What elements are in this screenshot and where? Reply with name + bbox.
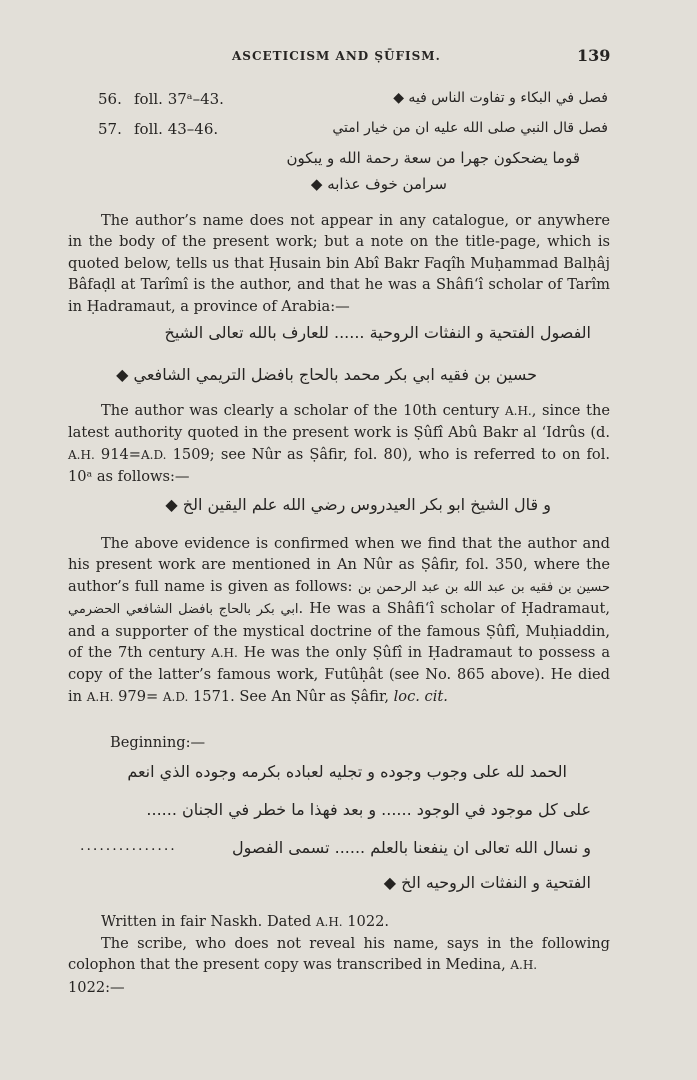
- text-run: Written in fair Naskh. Dated: [101, 913, 312, 930]
- entry-folios: foll. 37ᵃ–43.: [134, 90, 224, 108]
- page-number: 139: [577, 46, 611, 65]
- text-run: . He was a Shâfi‘î scholar of Ḥadramaut, and a supporter of the mystical doctrine of the famous Ṣûfî, Muḥiaddin, of the 7th century: [68, 600, 610, 662]
- era-abbrev: A.H.: [86, 689, 114, 704]
- running-title: ASCETICISM AND ṢŪFISM.: [232, 49, 441, 63]
- page-header: [0, 46, 697, 70]
- beginning-line-3: و نسال الله تعالى ان ينفعنا بالعلم ...... تسمى الفصول: [231, 838, 591, 857]
- era-abbrev: A.H.: [504, 404, 532, 418]
- paragraph-text: The author’s name does not appear in any catalogue, or anywhere in the body of the present work; but a note on the title-page, which is quoted below, tells us that Ḥusain bin Abî Bakr Faqîh Muḥammad Balḥâj Bâfaḍl at Tarîmî is the author, and that he was a Shâfi‘î scholar of Tarîm in Ḥadramaut, a province of Arabia:—: [68, 212, 610, 315]
- arabic-title-line-1: الفصول الفتحية و النفثات الروحية ...... للعارف بالله تعالى الشيخ: [164, 323, 591, 342]
- text-run: 979=: [118, 687, 159, 705]
- entry-number: 56.: [98, 90, 122, 108]
- entry-arabic: فصل قال النبي صلى الله عليه ان من خيار امتي: [332, 120, 608, 136]
- paragraph-text: [68, 933, 610, 998]
- entry-56: [98, 90, 608, 114]
- entry-number: 57.: [98, 120, 122, 138]
- entry-57: [98, 120, 608, 144]
- entry-arabic: فصل في البكاء و تفاوت الناس فيه ◆: [393, 90, 608, 106]
- beginning-line-2: على كل موجود في الوجود ...... و بعد فهذا ما خطر في الجنان ......: [146, 800, 591, 819]
- text-run: The author was clearly a scholar of the 10th century: [101, 402, 500, 419]
- paragraph-author-note: [68, 210, 610, 317]
- paragraph-text: [68, 400, 610, 488]
- paragraph-scribe: [68, 933, 610, 998]
- era-abbrev: A.H.: [315, 915, 343, 929]
- paragraph-written: [68, 911, 610, 933]
- arabic-title-line-2: حسين بن فقيه ابي بكر محمد بالحاج بافضل التريمي الشافعي ◆: [116, 365, 537, 384]
- paragraph-century: [68, 400, 610, 488]
- italic-ref: loc. cit.: [393, 687, 448, 705]
- era-abbrev: A.H.: [510, 958, 538, 973]
- paragraph-evidence: [68, 533, 610, 708]
- era-abbrev: A.D.: [162, 689, 189, 704]
- text-run: 1571. See An Nûr as Ṣâfir,: [193, 687, 389, 705]
- beginning-label: Beginning:—: [110, 734, 206, 751]
- era-abbrev: A.H.: [211, 646, 238, 661]
- text-run: , since the latest authority quoted in the present work is Ṣûfî Abû Bakr al ‘Idrûs (d.: [68, 402, 611, 442]
- era-abbrev: A.D.: [141, 447, 167, 462]
- ellipsis-dots: ...............: [80, 838, 177, 854]
- text-run: 914=: [100, 445, 141, 463]
- entry-57-arabic-line-2: قوما يضحكون جهرا من سعة رحمة الله و يبكون: [286, 149, 580, 167]
- arabic-inline: عبد الله بن عبد الرحمن بن ابي بكر بالحاج بافضل الشافعي الحضرمي: [68, 579, 506, 618]
- text-run: 1022:—: [68, 978, 125, 996]
- paragraph-text: [68, 533, 610, 708]
- text-run: The above evidence is confirmed when we find that the author and his present work are mentioned in An Nûr as Ṣâfir, fol. 350, where the author’s full name is given as follows:: [68, 535, 610, 595]
- arabic-quote: و قال الشيخ ابو بكر العيدروس رضي الله علم اليقين الخ ◆: [165, 495, 551, 514]
- text-run: 1509; see Nûr as Ṣâfir, fol. 80), who is referred to on fol. 10ᵃ as follows:—: [68, 445, 611, 486]
- entry-57-arabic-line-3: سرامن خوف عذابه ◆: [310, 175, 447, 193]
- beginning-line-4: الفتحية و النفثات الروحيه الخ ◆: [383, 873, 591, 892]
- arabic-inline: حسين بن فقيه بن: [511, 579, 611, 595]
- beginning-line-1: الحمد لله على وجوب وجوده و تجليه لعباده بكرمه وجوده الذي انعم: [127, 762, 567, 781]
- era-abbrev: A.H.: [68, 447, 95, 462]
- paragraph-text: [68, 911, 610, 933]
- entry-folios: foll. 43–46.: [134, 120, 219, 138]
- text-run: 1022.: [347, 913, 390, 930]
- text-run: The scribe, who does not reveal his name, says in the following colophon that the present copy was transcribed in Medina,: [68, 935, 610, 974]
- text-run: He was the only Ṣûfî in Ḥadramaut to possess a copy of the latter’s famous work, Futûḥât (see No. 865 above). He died in: [68, 644, 611, 705]
